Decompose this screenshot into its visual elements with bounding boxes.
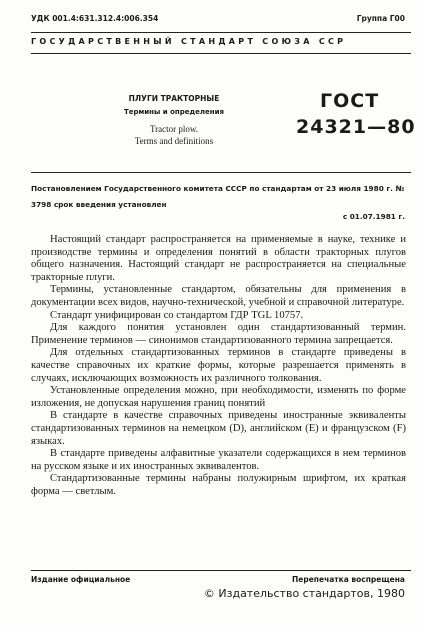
footer-rule — [31, 570, 411, 571]
paragraph: Стандартизованные термины набраны полужирным шрифтом, их краткая форма — светлым. — [31, 473, 406, 497]
decree-rule — [31, 172, 411, 173]
udk-code: УДК 001.4:631.312.4:006.354 — [31, 14, 159, 23]
paragraph: Для каждого понятия установлен один стандартизованный термин. Применение терминов — синонимов стандартизованного термина запрещается. — [31, 322, 406, 346]
copyright-notice: © Издательство стандартов, 1980 — [203, 587, 405, 600]
document-title-ru: ПЛУГИ ТРАКТОРНЫЕ — [128, 94, 220, 103]
gost-number: 24321—80 — [296, 116, 416, 138]
paragraph: Настоящий стандарт распространяется на применяемые в науке, технике и производстве термины и определения понятий в области тракторных плугов общего назначения. Настоящий стандарт не распространяется на специальные тракторные плуги. — [31, 234, 406, 283]
group-code: Группа Г00 — [356, 14, 405, 23]
decree-text: Постановлением Государственного комитета СССР по стандартам от 23 июля 1980 г. № 3798 срок введения установлен — [31, 184, 405, 209]
document-subtitle-ru: Термины и определения — [123, 108, 225, 116]
paragraph: В стандарте в качестве справочных приведены иностранные эквиваленты стандартизованных терминов на немецком (D), английском (E) и французском (F) языках. — [31, 410, 406, 447]
agency-title: ГОСУДАРСТВЕННЫЙ СТАНДАРТ СОЮЗА ССР — [31, 37, 347, 46]
body-text — [31, 234, 406, 498]
document-title-en: Tractor plow. — [149, 124, 199, 134]
paragraph: Для отдельных стандартизованных терминов в стандарте приведены в качестве справочных их краткие формы, которые разрешается применять в случаях, исключающих возможность их различного толкования. — [31, 347, 406, 384]
paragraph: Термины, установленные стандартом, обязательны для применения в документации всех видов, научно-технической, учебной и справочной литературе. — [31, 284, 406, 308]
document-subtitle-en: Terms and definitions — [134, 136, 214, 146]
gost-label: ГОСТ — [320, 90, 380, 112]
header-rule-bottom — [31, 53, 411, 54]
decree-date: с 01.07.1981 г. — [342, 212, 405, 221]
paragraph: Стандарт унифицирован со стандартом ГДР TGL 10757. — [50, 309, 304, 321]
paragraph: Установленные определения можно, при необходимости, изменять по форме изложения, не допуская нарушения границ понятий — [31, 385, 406, 409]
reprint-notice: Перепечатка воспрещена — [291, 575, 405, 584]
paragraph: В стандарте приведены алфавитные указатели содержащихся в нем терминов на русском языке и их иностранных эквивалентов. — [31, 448, 406, 472]
official-edition-label: Издание официальное — [31, 575, 131, 584]
header-rule-top — [31, 32, 411, 33]
